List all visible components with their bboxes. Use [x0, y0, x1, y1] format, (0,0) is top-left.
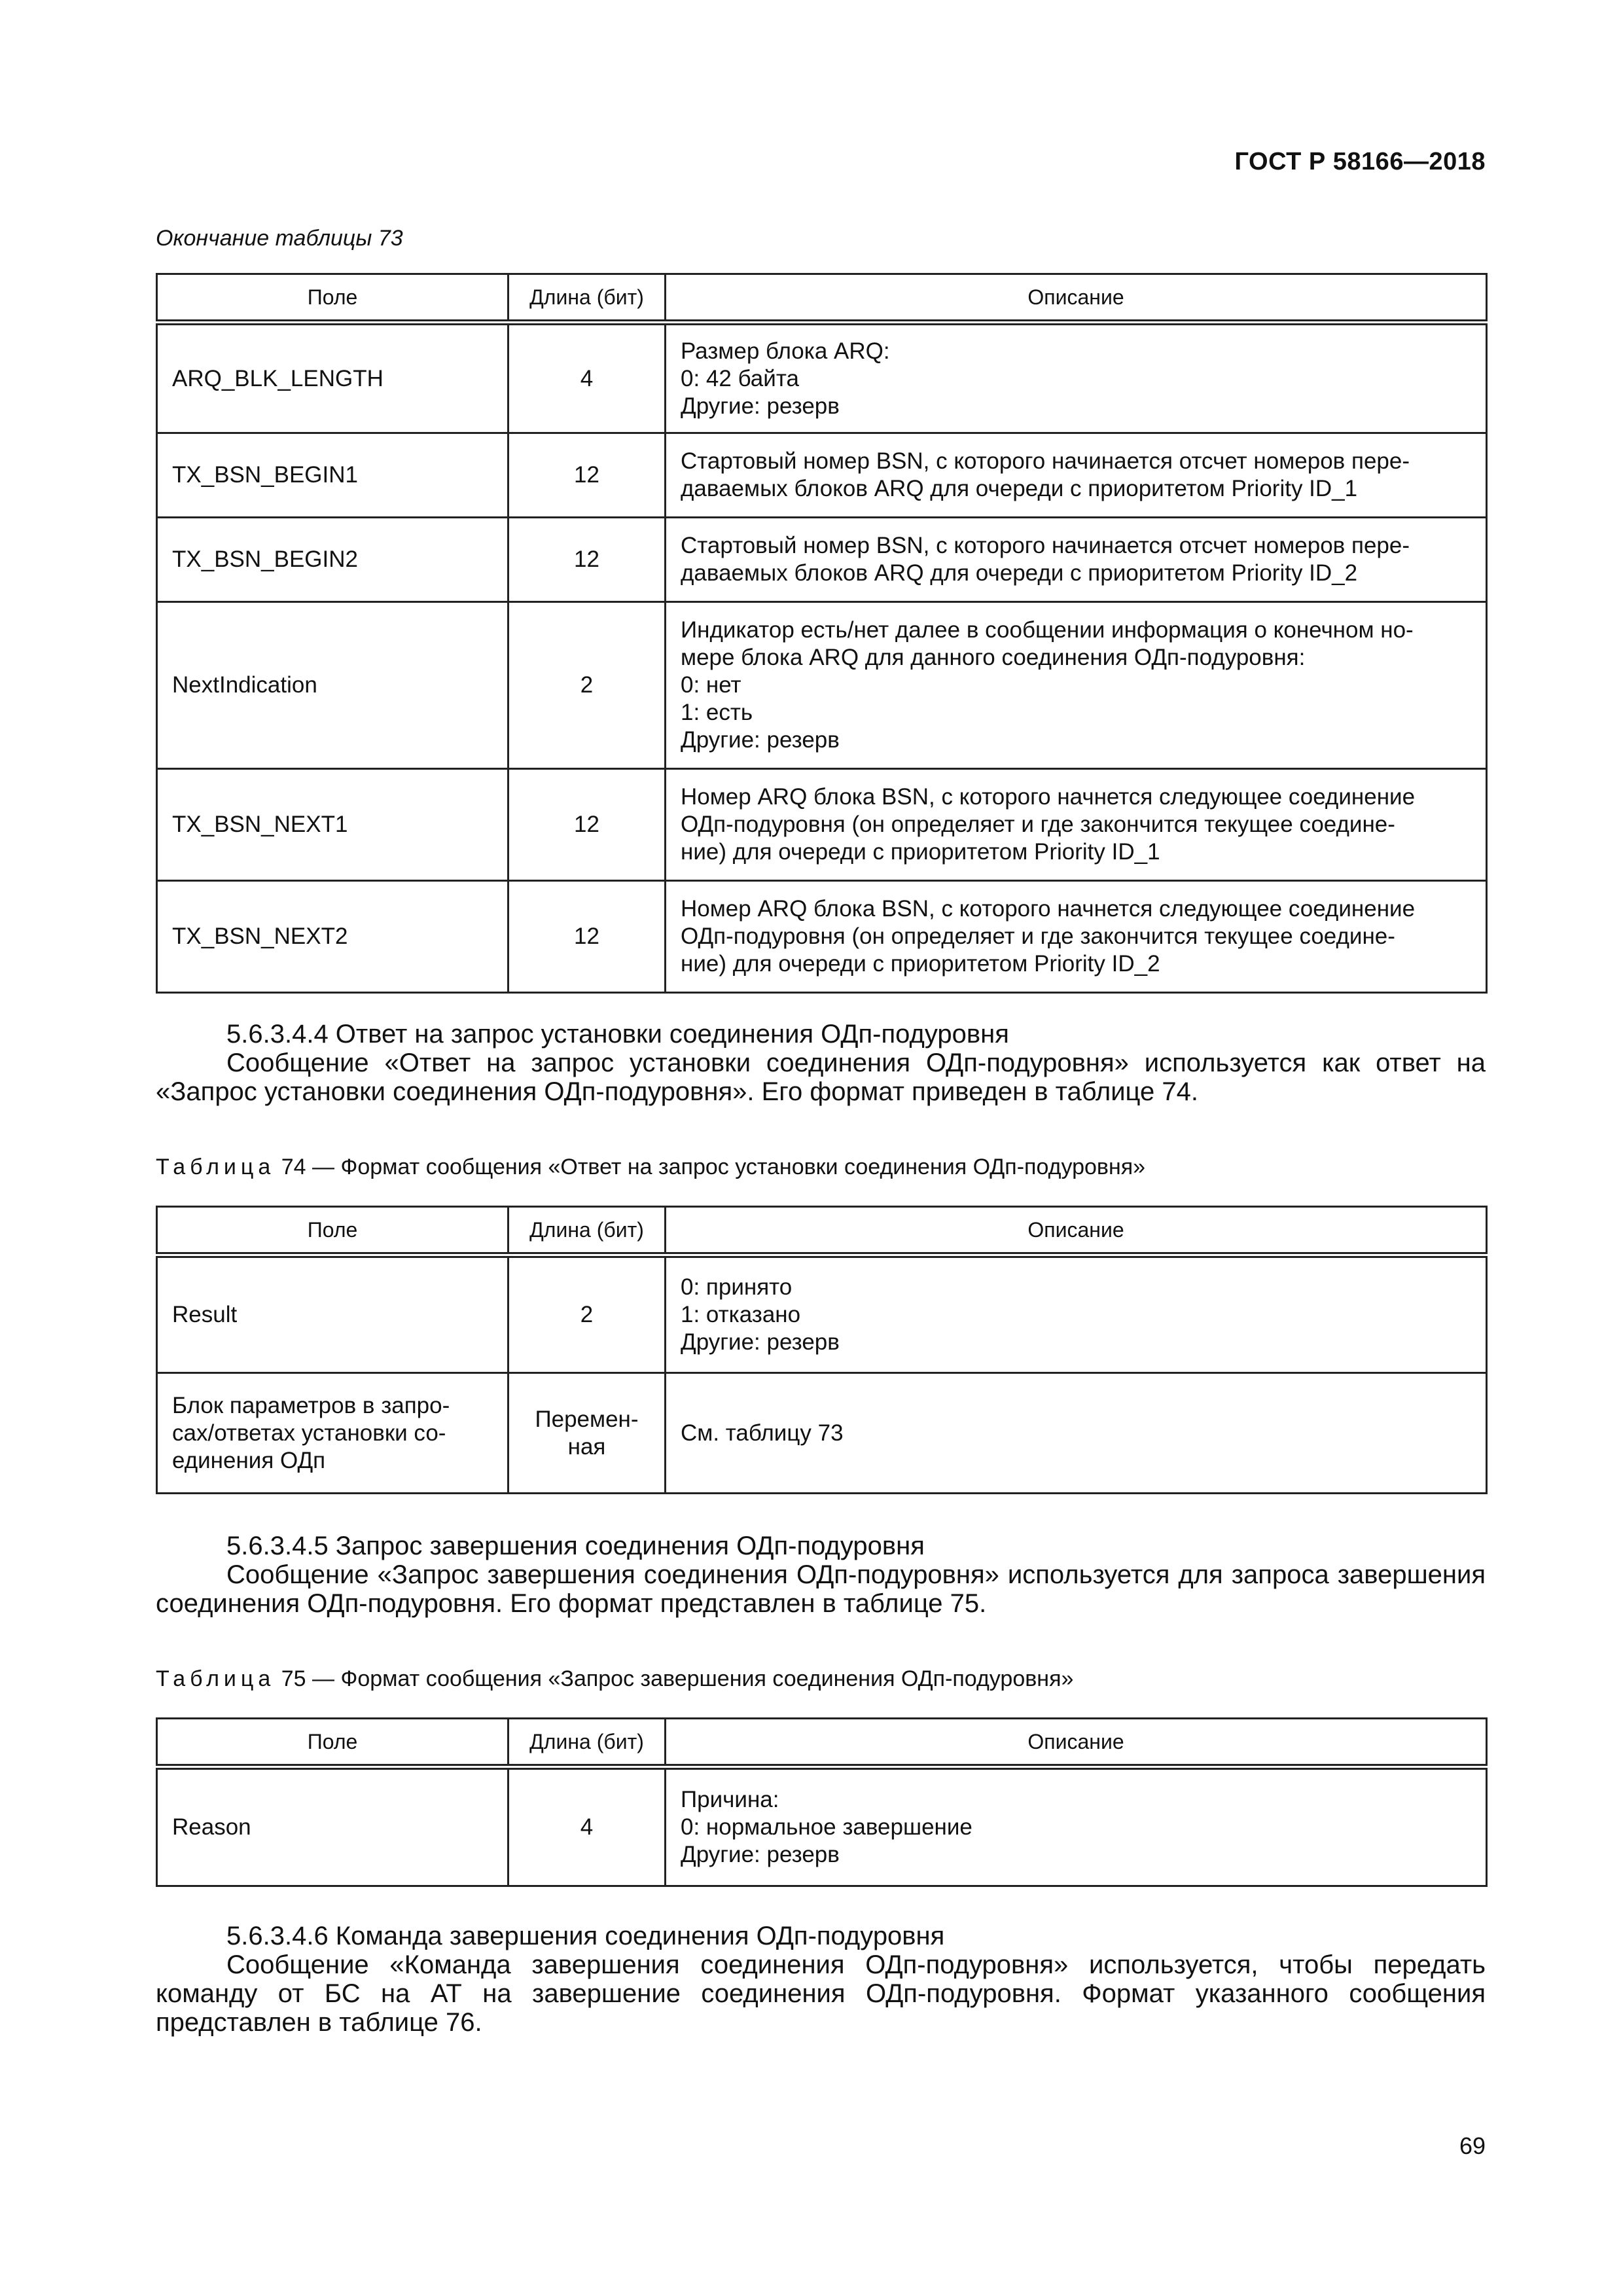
description-cell: Стартовый номер BSN, с которого начинается отсчет номеров пере- даваемых блоков ARQ для очереди с приоритетом Priority ID_1	[666, 433, 1487, 518]
table-row	[157, 433, 1487, 518]
section-paragraph: Сообщение «Ответ на запрос установки соединения ОДп-подуровня» используется как ответ на «Запрос установки соединения ОДп-подуровня». Его формат приведен в таблице 74.	[156, 1049, 1486, 1106]
length-cell: Перемен- ная	[508, 1373, 666, 1494]
field-cell: TX_BSN_BEGIN1	[157, 433, 508, 518]
caption-label: Таблица	[156, 1666, 276, 1691]
length-cell: 2	[508, 1255, 666, 1373]
table-row	[157, 1767, 1487, 1886]
description-cell: Номер ARQ блока BSN, с которого начнется следующее соединение ОДп-подуровня (он определяет и где закончится текущее соедине- ние) для очереди с приоритетом Priority ID_1	[666, 769, 1487, 881]
length-cell: 12	[508, 881, 666, 993]
column-header-description: Описание	[666, 274, 1487, 323]
caption-label: Таблица	[156, 1155, 276, 1179]
section-heading: 5.6.3.4.5 Запрос завершения соединения ОДп-подуровня	[226, 1532, 925, 1560]
column-header-description: Описание	[666, 1207, 1487, 1255]
table-row	[157, 1373, 1487, 1494]
field-cell: Result	[157, 1255, 508, 1373]
table-row	[157, 602, 1487, 769]
column-header-field: Поле	[157, 274, 508, 323]
description-cell: Стартовый номер BSN, с которого начинается отсчет номеров пере- даваемых блоков ARQ для очереди с приоритетом Priority ID_2	[666, 518, 1487, 602]
table-row	[157, 518, 1487, 602]
table-75-caption	[156, 1666, 1073, 1692]
column-header-length: Длина (бит)	[508, 1207, 666, 1255]
length-cell: 2	[508, 602, 666, 769]
caption-text: 74 — Формат сообщения «Ответ на запрос установки соединения ОДп-подуровня»	[275, 1155, 1146, 1179]
description-cell: Номер ARQ блока BSN, с которого начнется следующее соединение ОДп-подуровня (он определяет и где закончится текущее соедине- ние) для очереди с приоритетом Priority ID_2	[666, 881, 1487, 993]
field-cell: TX_BSN_BEGIN2	[157, 518, 508, 602]
column-header-field: Поле	[157, 1207, 508, 1255]
caption-text: 75 — Формат сообщения «Запрос завершения соединения ОДп-подуровня»	[275, 1666, 1074, 1691]
section-5-6-3-4-4	[156, 1020, 1486, 1106]
description-cell: 0: принято 1: отказано Другие: резерв	[666, 1255, 1487, 1373]
section-paragraph: Сообщение «Команда завершения соединения ОДп-подуровня» используется, чтобы передать команду от БС на АТ на завершение соединения ОДп-подуровня. Формат указанного сообщения представлен в таблице 76.	[156, 1950, 1486, 2037]
field-cell: Reason	[157, 1767, 508, 1886]
table-header-row	[157, 1719, 1487, 1767]
table-row	[157, 769, 1487, 881]
description-cell: Причина: 0: нормальное завершение Другие: резерв	[666, 1767, 1487, 1886]
length-cell: 12	[508, 518, 666, 602]
table-row	[157, 881, 1487, 993]
description-cell: См. таблицу 73	[666, 1373, 1487, 1494]
table-header-row	[157, 1207, 1487, 1255]
table-73	[156, 273, 1488, 994]
page-number: 69	[1459, 2132, 1486, 2159]
field-cell: TX_BSN_NEXT2	[157, 881, 508, 993]
description-cell: Индикатор есть/нет далее в сообщении информация о конечном но- мере блока ARQ для данного соединения ОДп-подуровня: 0: нет 1: есть Другие: резерв	[666, 602, 1487, 769]
column-header-length: Длина (бит)	[508, 1719, 666, 1767]
section-5-6-3-4-5	[156, 1532, 1486, 1618]
table-continuation-caption: Окончание таблицы 73	[156, 226, 403, 251]
field-cell: TX_BSN_NEXT1	[157, 769, 508, 881]
description-cell: Размер блока ARQ: 0: 42 байта Другие: резерв	[666, 323, 1487, 433]
field-cell: ARQ_BLK_LENGTH	[157, 323, 508, 433]
section-heading: 5.6.3.4.6 Команда завершения соединения ОДп-подуровня	[226, 1922, 945, 1950]
document-header: ГОСТ Р 58166—2018	[1234, 148, 1486, 175]
length-cell: 4	[508, 323, 666, 433]
table-header-row	[157, 274, 1487, 323]
column-header-field: Поле	[157, 1719, 508, 1767]
section-heading: 5.6.3.4.4 Ответ на запрос установки соединения ОДп-подуровня	[226, 1020, 1009, 1049]
column-header-description: Описание	[666, 1719, 1487, 1767]
field-cell: NextIndication	[157, 602, 508, 769]
column-header-length: Длина (бит)	[508, 274, 666, 323]
table-75	[156, 1717, 1488, 1887]
length-cell: 12	[508, 769, 666, 881]
table-row	[157, 1255, 1487, 1373]
section-paragraph: Сообщение «Запрос завершения соединения ОДп-подуровня» используется для запроса завершения соединения ОДп-подуровня. Его формат представлен в таблице 75.	[156, 1560, 1486, 1618]
field-cell: Блок параметров в запро- сах/ответах установки со- единения ОДп	[157, 1373, 508, 1494]
length-cell: 4	[508, 1767, 666, 1886]
table-row	[157, 323, 1487, 433]
section-5-6-3-4-6	[156, 1922, 1486, 2037]
table-74-caption	[156, 1155, 1145, 1180]
table-74	[156, 1206, 1488, 1494]
length-cell: 12	[508, 433, 666, 518]
